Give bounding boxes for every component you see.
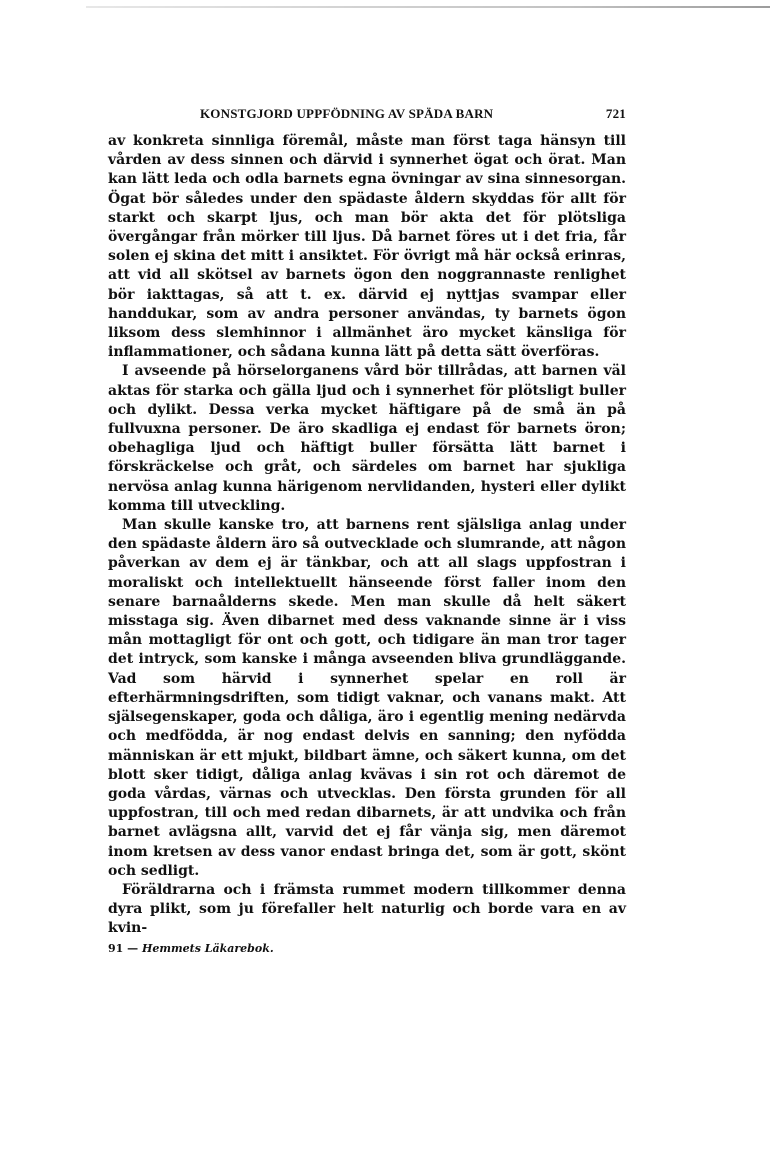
signature-number: 91 xyxy=(108,941,124,955)
paragraph-1: av konkreta sinnliga föremål, måste man först taga hänsyn till vården av dess sinnen och därvid i synnerhet ögat och örat. Man kan lätt leda och odla barnets egna övningar av sina sinnesorgan. Ögat bör således under den spädaste åldern skyddas för allt för starkt och skarpt ljus, och man bör akta det för plötsliga övergångar från mörker till ljus. Då barnet föres ut i det fria, får solen ej skina det mitt i ansiktet. För övrigt må här också erinras, att vid all skötsel av barnets ögon den noggrannaste renlighet bör iakttagas, så att t. ex. därvid ej nyttjas svampar eller handdukar, som av andra personer användas, ty barnets ögon liksom dess slemhinnor i allmänhet äro mycket känsliga för inflammationer, och sådana kunna lätt på detta sätt överföras. xyxy=(108,133,626,361)
scan-edge-line xyxy=(86,6,770,8)
running-title: KONSTGJORD UPPFÖDNING AV SPÄDA BARN xyxy=(200,106,494,121)
paragraph-3: Man skulle kanske tro, att barnens rent själsliga anlag under den spädaste åldern äro så outvecklade och slumrande, att någon påverkan av dem ej är tänkbar, och att all slags uppfostran i moraliskt och intellektuellt hänseende först faller inom den senare barnaålderns skede. Men man skulle då helt säkert misstaga sig. Även dibarnet med dess vaknande sinne är i viss mån mottagligt för ont och gott, och tidigare än man tror tager det intryck, som kanske i många avseenden bliva grundläggande. Vad som härvid i synnerhet spelar en roll är efterhärmningsdriften, som tidigt vaknar, och vanans makt. Att själsegenskaper, goda och dåliga, äro i egentlig mening nedärvda och medfödda, är nog endast delvis en sanning; den nyfödda människan är ett mjukt, bildbart ämne, och säkert kunna, om det blott sker tidigt, dåliga anlag kvävas i sin rot och däremot de goda vårdas, värnas och utvecklas. Den första grunden för all uppfostran, till och med redan dibarnets, är att undvika och från barnet avlägsna allt, varvid det ej får vänja sig, men däremot inom kretsen av dess vanor endast bringa det, som är gott, skönt och sedligt. xyxy=(108,517,626,879)
footer-book-title: Hemmets Läkarebok. xyxy=(142,941,274,955)
footer-separator: — xyxy=(127,941,139,955)
book-page xyxy=(108,104,626,957)
paragraph-4: Föräldrarna och i främsta rummet modern tillkommer denna dyra plikt, som ju förefaller helt naturlig och borde vara en av kvin- xyxy=(108,881,626,937)
page-number: 721 xyxy=(605,106,626,121)
running-header xyxy=(108,104,626,124)
paragraph-2: I avseende på hörselorganens vård bör tillrådas, att barnen väl aktas för starka och gälla ljud och i synnerhet för plötsligt buller och dylikt. Dessa verka mycket häftigare på de små än på fullvuxna personer. De äro skadliga ej endast för barnets öron; obehagliga ljud och häftigt buller försätta lätt barnet i förskräckelse och gråt, och särdeles om barnet har sjukliga nervösa anlag kunna härigenom nervlidanden, hysteri eller dylikt komma till utveckling. xyxy=(108,363,626,514)
signature-footer xyxy=(108,941,626,957)
body-text xyxy=(108,132,626,939)
